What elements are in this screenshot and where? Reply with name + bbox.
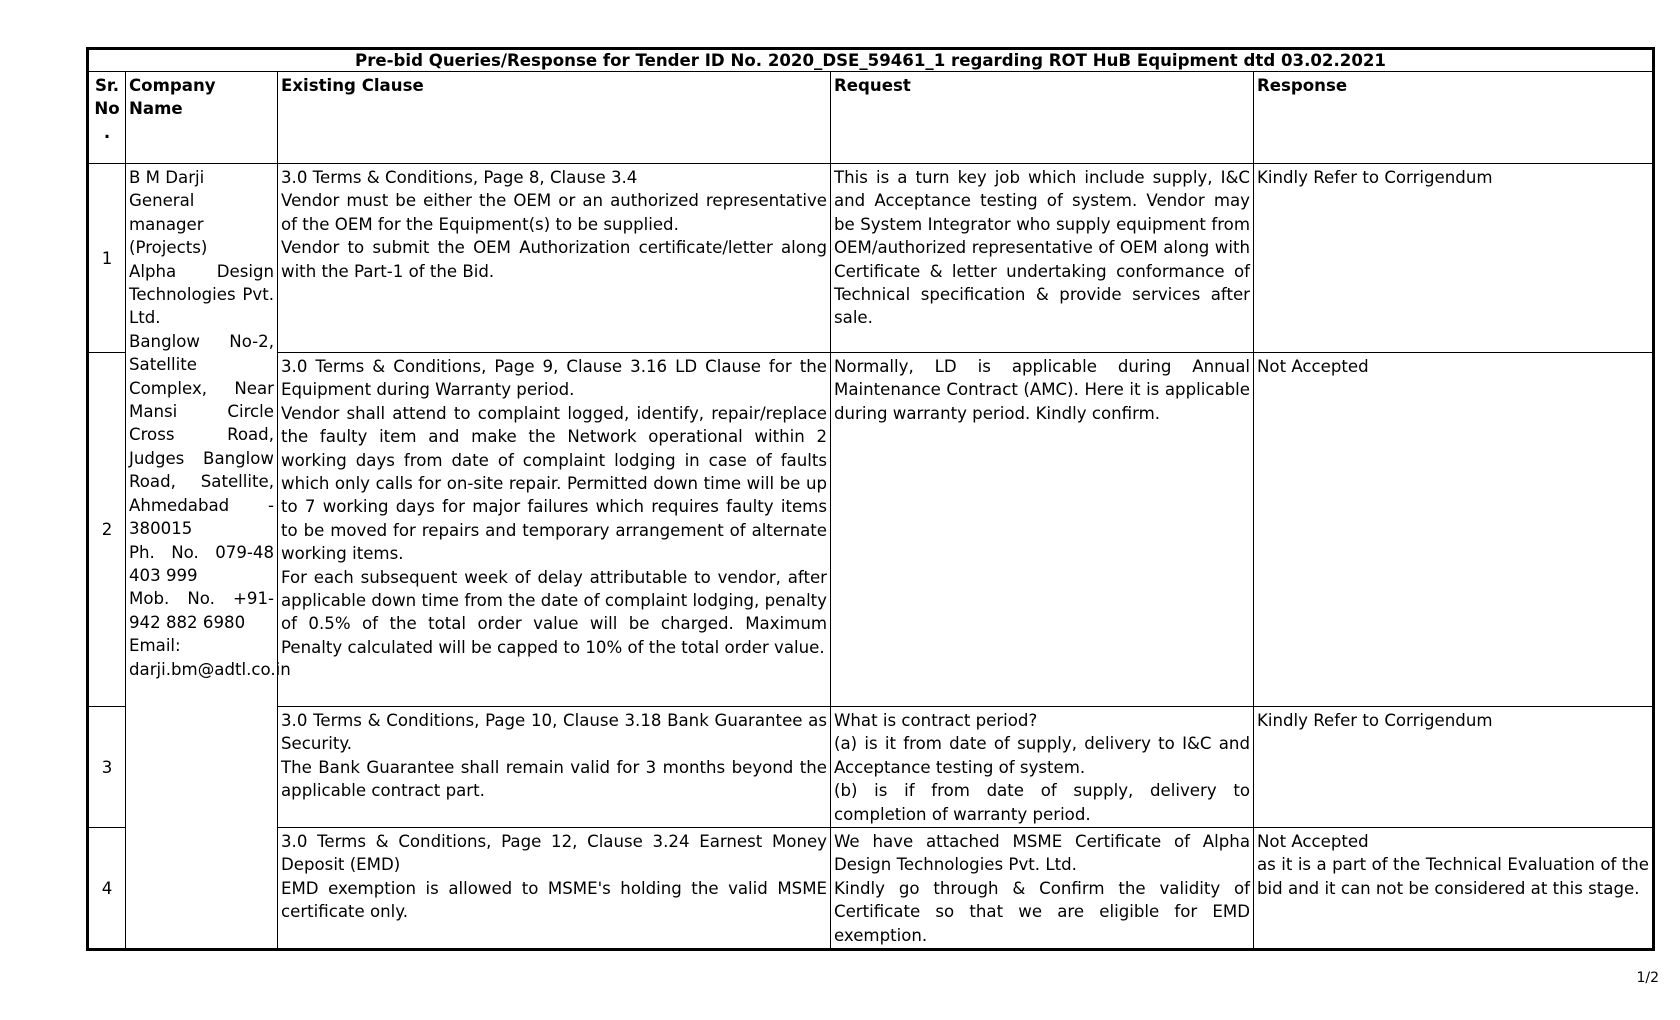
existing-clause-cell: 3.0 Terms & Conditions, Page 12, Clause 3.24 Earnest Money Deposit (EMD) EMD exemption is allowed to MSME's holding the valid MSME certificate only. [278, 828, 831, 950]
table-row [88, 164, 1654, 353]
header-existing-clause: Existing Clause [278, 72, 831, 164]
header-request: Request [831, 72, 1254, 164]
request-cell: What is contract period? (a) is it from date of supply, delivery to I&C and Acceptance testing of system. (b) is if from date of supply, delivery to completion of warranty period. [831, 707, 1254, 828]
header-sr-no: Sr. No . [88, 72, 126, 164]
sr-no-cell: 1 [88, 164, 126, 353]
sr-no-cell: 4 [88, 828, 126, 950]
document-title: Pre-bid Queries/Response for Tender ID No. 2020_DSE_59461_1 regarding ROT HuB Equipment dtd 03.02.2021 [88, 49, 1654, 72]
request-cell: We have attached MSME Certificate of Alpha Design Technologies Pvt. Ltd. Kindly go through & Confirm the validity of Certificate so that we are eligible for EMD exemption. [831, 828, 1254, 950]
sr-no-cell: 3 [88, 707, 126, 828]
table-row [88, 353, 1654, 707]
sr-no-cell: 2 [88, 353, 126, 707]
company-details: B M Darji General manager (Projects) Alpha Design Technologies Pvt. Ltd. Banglow No-2, Satellite Complex, Near Mansi Circle Cross Road, Judges Banglow Road, Satellite, Ahmedabad - 380015 Ph. No. 079-48 403 999 Mob. No. +91-942 882 6980 Email: darji.bm@adtl.co.in [129, 168, 291, 679]
header-company-name: Company Name [126, 72, 278, 164]
request-cell: This is a turn key job which include supply, I&C and Acceptance testing of system. Vendor may be System Integrator who supply equipment from OEM/authorized representative of OEM along with Certificate & letter undertaking conformance of Technical specification & provide services after sale. [831, 164, 1254, 353]
prebid-table [86, 47, 1655, 951]
existing-clause-cell: 3.0 Terms & Conditions, Page 9, Clause 3.16 LD Clause for the Equipment during Warranty period. Vendor shall attend to complaint logged, identify, repair/replace the faulty item and make the Network operational within 2 working days from date of complaint lodging in case of faults which only calls for on-site repair. Permitted down time will be up to 7 working days for major failures which requires faulty items to be moved for repairs and temporary arrangement of alternate working items. For each subsequent week of delay attributable to vendor, after applicable down time from the date of complaint lodging, penalty of 0.5% of the total order value will be charged. Maximum Penalty calculated will be capped to 10% of the total order value. [278, 353, 831, 707]
response-cell: Kindly Refer to Corrigendum [1254, 707, 1654, 828]
header-row [88, 72, 1654, 164]
response-cell: Not Accepted [1254, 353, 1654, 707]
response-cell: Not Accepted as it is a part of the Technical Evaluation of the bid and it can not be considered at this stage. [1254, 828, 1654, 950]
existing-clause-cell: 3.0 Terms & Conditions, Page 10, Clause 3.18 Bank Guarantee as Security. The Bank Guarantee shall remain valid for 3 months beyond the applicable contract part. [278, 707, 831, 828]
title-row [88, 49, 1654, 72]
request-cell: Normally, LD is applicable during Annual Maintenance Contract (AMC). Here it is applicable during warranty period. Kindly confirm. [831, 353, 1254, 707]
header-response: Response [1254, 72, 1654, 164]
response-cell: Kindly Refer to Corrigendum [1254, 164, 1654, 353]
existing-clause-cell: 3.0 Terms & Conditions, Page 8, Clause 3.4 Vendor must be either the OEM or an authorized representative of the OEM for the Equipment(s) to be supplied. Vendor to submit the OEM Authorization certificate/letter along with the Part-1 of the Bid. [278, 164, 831, 353]
page-number: 1/2 [1636, 970, 1659, 986]
table-row [88, 828, 1654, 950]
company-name-cell [126, 164, 291, 950]
table-row [88, 707, 1654, 828]
